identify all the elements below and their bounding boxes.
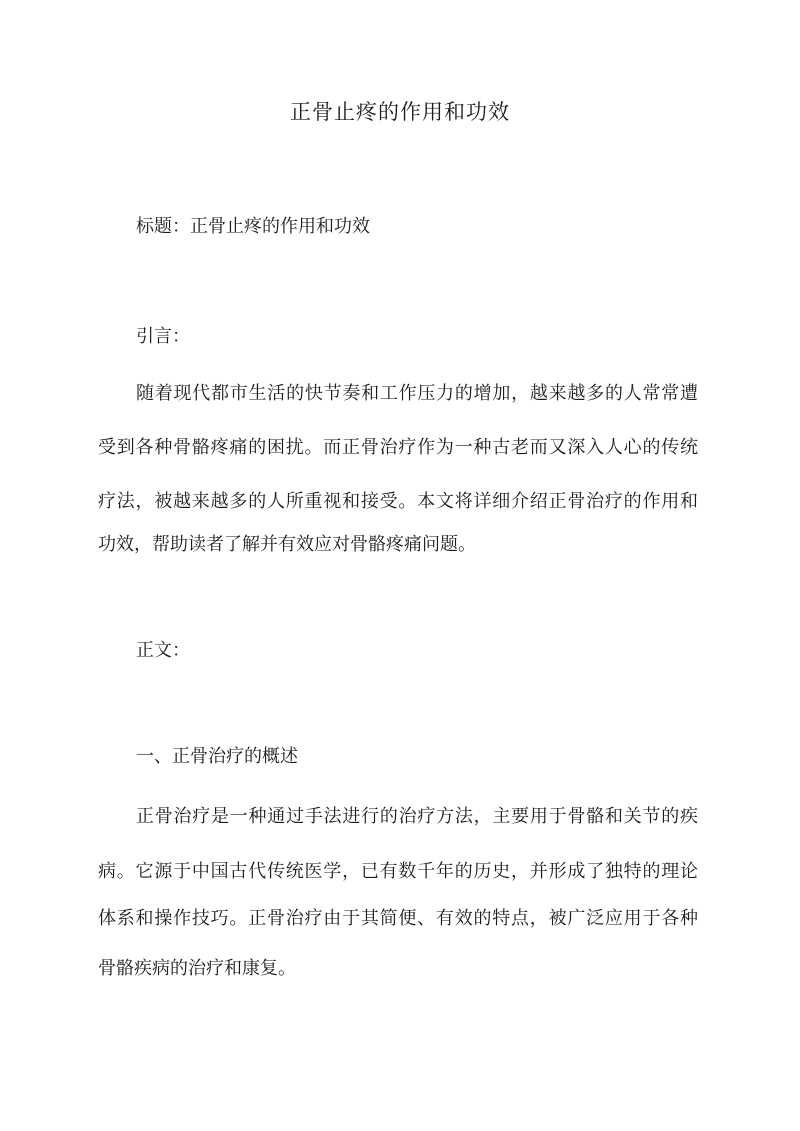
intro-line-1: 随着现代都市生活的快节奏和工作压力的增加，越来越多的人常常遭 [136, 383, 698, 404]
section-1-line-4: 骨骼疾病的治疗和康复。 [98, 958, 296, 979]
section-1-heading: 一、正骨治疗的概述 [136, 746, 298, 767]
document-title: 正骨止疼的作用和功效 [290, 100, 510, 124]
section-1-line-3: 体系和操作技巧。正骨治疗由于其简便、有效的特点，被广泛应用于各种 [98, 908, 698, 929]
section-1-line-1: 正骨治疗是一种通过手法进行的治疗方法，主要用于骨骼和关节的疾 [136, 806, 698, 827]
intro-heading: 引言： [136, 326, 190, 347]
intro-line-2: 受到各种骨骼疼痛的困扰。而正骨治疗作为一种古老而又深入人心的传统 [98, 437, 698, 458]
section-1-line-2: 病。它源于中国古代传统医学，已有数千年的历史，并形成了独特的理论 [98, 861, 698, 882]
intro-line-4: 功效，帮助读者了解并有效应对骨骼疼痛问题。 [98, 534, 476, 555]
main-heading: 正文： [136, 640, 190, 661]
subtitle-line: 标题：正骨止疼的作用和功效 [136, 216, 370, 237]
intro-line-3: 疗法，被越来越多的人所重视和接受。本文将详细介绍正骨治疗的作用和 [98, 491, 698, 512]
